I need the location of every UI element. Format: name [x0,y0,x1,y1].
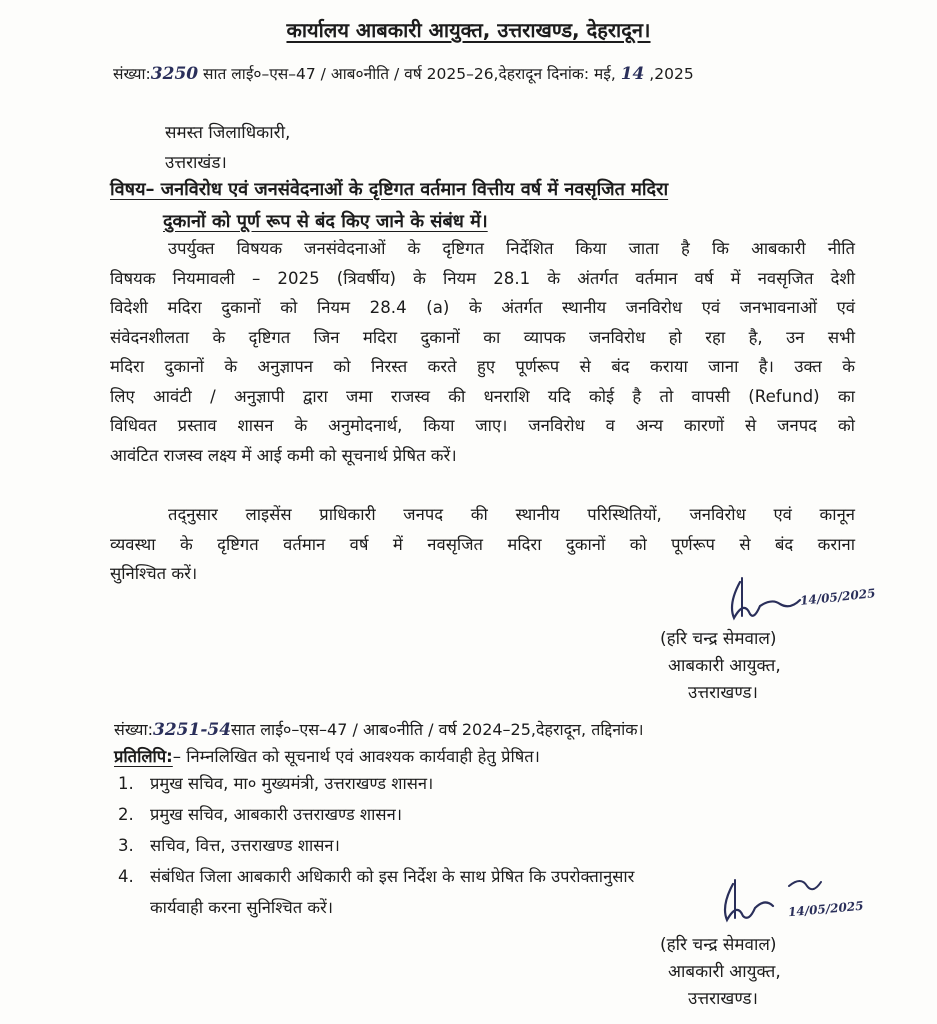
para1-line: संवेदनशीलता के दृष्टिगत जिन मदिरा दुकानों का व्यापक जनविरोध हो रहा है, उन सभी [110,327,855,347]
para1-line: विधिवत प्रस्ताव शासन के अनुमोदनार्थ, किया जाए। जनविरोध व अन्य कारणों से जनपद को [110,416,855,435]
signatory-place: उत्तराखण्ड। [688,989,758,1009]
list-item-text: सचिव, वित्त, उत्तराखण्ड शासन। [150,836,340,855]
reference-rest: सात लाई०–एस–47 / आब०नीति / वर्ष 2025–26,देहरादून दिनांक: मई, [198,65,621,83]
copy-to-list [118,768,634,923]
signatory-place: उत्तराखण्ड। [688,683,758,703]
para1-line: विषयक नियमावली – 2025 (त्रिवर्षीय) के नियम 28.1 के अंतर्गत वर्तमान वर्ष में नवसृजित देशी [110,268,855,288]
reference-line [113,62,694,84]
signature-date-1: 14/05/2025 [799,586,877,608]
para2-line: तद्नुसार लाइसेंस प्राधिकारी जनपद की स्थानीय परिस्थितियों, जनविरोध एवं कानून [168,505,855,524]
body-paragraph-1 [110,234,855,470]
subject-line2: दुकानों को पूर्ण रूप से बंद किए जाने के संबंध में। [163,211,488,232]
list-item-number: 2. [118,805,134,824]
signatory-name: (हरि चन्द्र सेमवाल) [660,935,777,955]
copy-to-label: प्रतिलिपि: [114,747,173,766]
reference-prefix: संख्या: [113,65,151,83]
para1-line: लिए आवंटी / अनुज्ञापी द्वारा जमा राजस्व की धनराशि यदि कोई है तो वापसी (Refund) का [110,386,855,406]
reference-line-2 [114,718,644,740]
copy-to-heading [114,744,540,767]
subject-label: विषय– [110,179,155,200]
list-item-text: प्रमुख सचिव, आबकारी उत्तराखण्ड शासन। [150,805,402,824]
list-item-continuation: कार्यवाही करना सुनिश्चित करें। [150,898,334,917]
signature-block-1 [660,626,781,707]
para1-line: विदेशी मदिरा दुकानों को नियम 28.4 (a) के अंतर्गत स्थानीय जनविरोध एवं जनभावनाओं एवं [110,298,855,317]
reference-number: 3250 [150,64,199,84]
signatory-name: (हरि चन्द्र सेमवाल) [660,629,777,649]
reference-day: 14 [620,64,645,84]
subject-line1: जनविरोध एवं जनसंवेदनाओं के दृष्टिगत वर्तमान वित्तीय वर्ष में नवसृजित मदिरा [154,179,669,200]
list-item [118,799,634,830]
list-item-number: 3. [118,836,134,855]
reference-year: ,2025 [644,65,694,83]
para2-line: सुनिश्चित करें। [110,564,198,583]
reference2-rest: सात लाई०–एस–47 / आब०नीति / वर्ष 2024–25,देहरादून, तद्दिनांक। [231,720,644,739]
copy-to-intro: – निम्नलिखित को सूचनार्थ एवं आवश्यक कार्यवाही हेतु प्रेषित। [172,747,540,766]
subject [110,174,850,238]
reference2-number: 3251-54 [153,720,232,740]
para1-line: मदिरा दुकानों के अनुज्ञापन को निरस्त करते हुए पूर्णरूप से बंद कराया जाना है। उक्त के [110,357,855,376]
list-item [118,861,634,892]
list-item [118,830,634,861]
para2-line: व्यवस्था के दृष्टिगत वर्तमान वर्ष में नवसृजित मदिरा दुकानों को पूर्णरूप से बंद कराना [110,534,855,554]
signatory-designation: आबकारी आयुक्त, [668,962,781,982]
signature-date-2: 14/05/2025 [787,898,865,920]
signature-scribble-2 [715,870,835,930]
addressee-line1: समस्त जिलाधिकारी, [165,123,291,143]
reference2-prefix: संख्या: [114,720,153,739]
signature-block-2 [660,932,781,1013]
list-item-text: संबंधित जिला आबकारी अधिकारी को इस निर्देश के साथ प्रेषित कि उपरोक्तानुसार [150,867,635,886]
para1-line: उपर्युक्त विषयक जनसंवेदनाओं के दृष्टिगत निर्देशित किया जाता है कि आबकारी नीति [168,239,855,258]
addressee-line2: उत्तराखंड। [165,153,227,173]
list-item [118,768,634,799]
list-item-number: 4. [118,867,134,886]
office-title: कार्यालय आबकारी आयुक्त, उत्तराखण्ड, देहरादून। [286,18,651,42]
list-item-text: प्रमुख सचिव, मा० मुख्यमंत्री, उत्तराखण्ड शासन। [150,774,434,793]
signatory-designation: आबकारी आयुक्त, [668,656,781,676]
list-item-number: 1. [118,774,134,793]
para1-line: आवंटित राजस्व लक्ष्य में आई कमी को सूचनार्थ प्रेषित करें। [110,445,457,465]
